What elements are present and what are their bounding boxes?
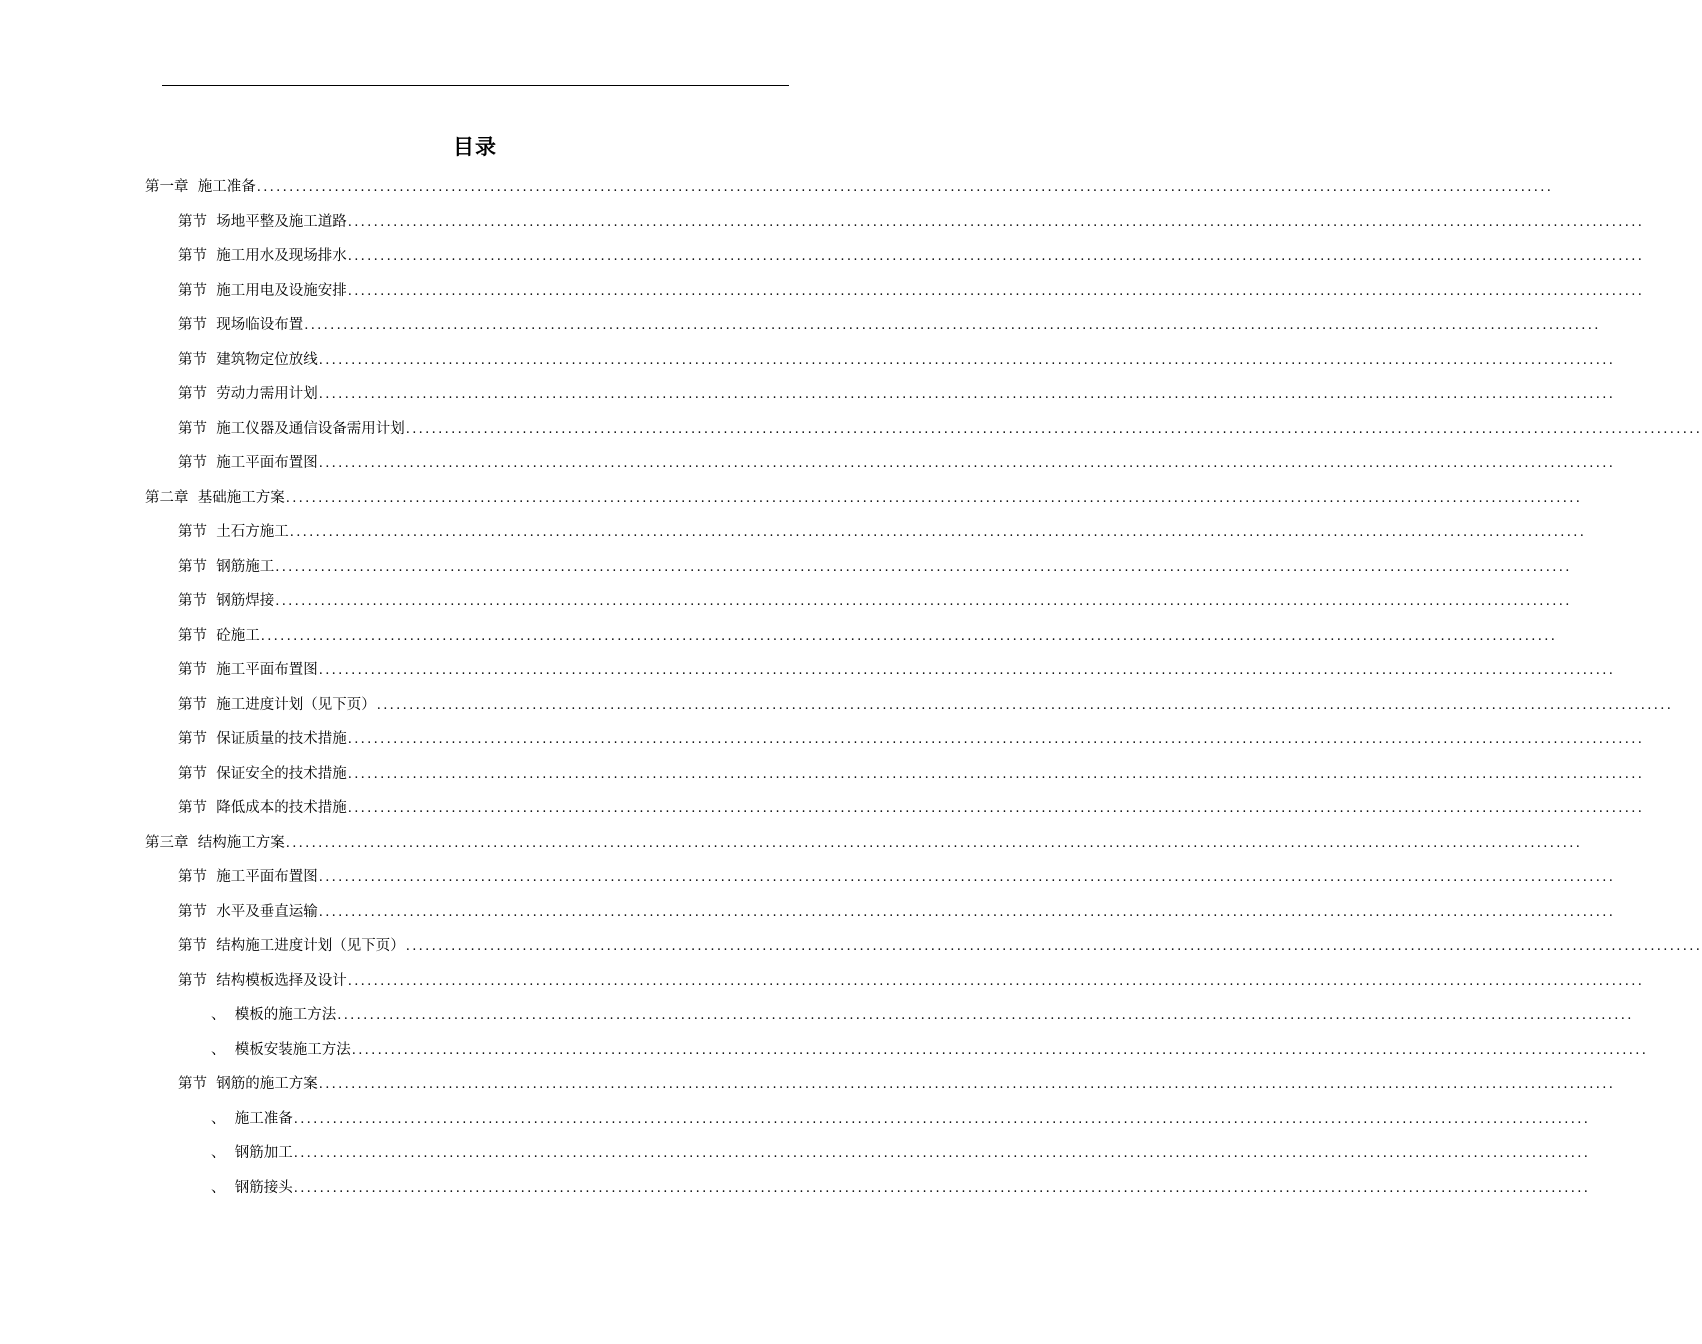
- dot-leader: ........................................................................................................................................................................................................: [347, 801, 1645, 816]
- toc-entry-number: 第节: [178, 524, 217, 540]
- dot-leader: ........................................................................................................................................................................................................: [289, 525, 1587, 540]
- toc-entry-number: 第节: [178, 800, 217, 816]
- toc-entry-title: 结构施工方案: [197, 834, 285, 851]
- toc-entry[interactable]: [0, 998, 1634, 1033]
- toc-entry-number: 第节: [178, 938, 217, 954]
- toc-entry-number: 第节: [178, 351, 217, 368]
- dot-leader: ........................................................................................................................................................................................................: [347, 214, 1645, 230]
- dot-leader: ........................................................................................................................................................................................................: [405, 939, 1702, 954]
- toc-entry-number: 、: [211, 1007, 235, 1023]
- toc-entry-title: 施工进度计划（见下页）: [216, 696, 376, 713]
- toc-entry[interactable]: [0, 619, 1558, 654]
- toc-entry-number: 第节: [178, 1076, 217, 1092]
- toc-entry-title: 劳动力需用计划: [216, 386, 318, 402]
- toc-entry-title: 施工仪器及通信设备需用计划: [216, 420, 405, 437]
- toc-entry-number: 第节: [178, 731, 217, 747]
- dot-leader: ........................................................................................................................................................................................................: [318, 387, 1616, 402]
- dot-leader: ........................................................................................................................................................................................................: [347, 732, 1645, 747]
- toc-entry-title: 模板的施工方法: [234, 1007, 337, 1023]
- toc-entry-title: 保证质量的技术措施: [216, 731, 347, 747]
- toc-entry-title: 施工准备: [197, 179, 256, 195]
- header-rule: [162, 85, 789, 86]
- dot-leader: ........................................................................................................................................................................................................: [347, 973, 1645, 989]
- toc-entry-number: 第节: [178, 558, 217, 575]
- table-of-contents: [0, 170, 1702, 1205]
- toc-entry[interactable]: [0, 1033, 1649, 1068]
- dot-leader: ........................................................................................................................................................................................................: [275, 559, 1572, 575]
- toc-entry[interactable]: [0, 205, 1645, 240]
- dot-leader: ........................................................................................................................................................................................................: [351, 1042, 1649, 1058]
- toc-entry-title: 施工平面布置图: [216, 869, 318, 885]
- toc-entry-title: 降低成本的技术措施: [216, 800, 347, 816]
- toc-title: 目录: [453, 135, 497, 159]
- toc-entry[interactable]: [0, 791, 1645, 826]
- toc-entry[interactable]: [0, 860, 1616, 895]
- toc-entry[interactable]: [0, 895, 1616, 930]
- toc-entry-number: 第节: [178, 386, 217, 402]
- toc-entry-title: 钢筋加工: [234, 1145, 293, 1161]
- toc-entry[interactable]: [0, 1067, 1616, 1102]
- toc-entry[interactable]: [0, 826, 1583, 861]
- toc-entry-title: 施工平面布置图: [216, 455, 318, 471]
- toc-entry-number: 第节: [178, 420, 217, 437]
- toc-entry-title: 土石方施工: [216, 524, 289, 540]
- dot-leader: ........................................................................................................................................................................................................: [256, 180, 1554, 195]
- dot-leader: ........................................................................................................................................................................................................: [347, 283, 1645, 299]
- toc-entry-title: 结构施工进度计划（见下页）: [216, 938, 405, 954]
- toc-entry[interactable]: [0, 550, 1572, 585]
- toc-entry-number: 、: [211, 1041, 235, 1058]
- toc-entry-number: 第节: [178, 765, 217, 782]
- toc-entry-title: 砼施工: [216, 627, 260, 644]
- dot-leader: ........................................................................................................................................................................................................: [405, 421, 1702, 437]
- toc-entry-number: 第节: [178, 972, 217, 989]
- toc-entry-number: 第节: [178, 662, 217, 678]
- toc-entry-number: 第节: [178, 455, 217, 471]
- dot-leader: ........................................................................................................................................................................................................: [318, 352, 1616, 368]
- dot-leader: ........................................................................................................................................................................................................: [275, 594, 1572, 609]
- toc-entry-number: 第三章: [145, 834, 198, 851]
- toc-entry[interactable]: [0, 274, 1645, 309]
- toc-entry[interactable]: [0, 446, 1616, 481]
- toc-entry-title: 施工平面布置图: [216, 662, 318, 678]
- toc-entry[interactable]: [0, 1102, 1591, 1137]
- toc-entry[interactable]: [0, 412, 1702, 447]
- dot-leader: ........................................................................................................................................................................................................: [347, 249, 1645, 264]
- dot-leader: ........................................................................................................................................................................................................: [293, 1111, 1591, 1127]
- toc-entry-number: 第节: [178, 282, 217, 299]
- toc-entry-title: 施工准备: [234, 1110, 293, 1127]
- dot-leader: ........................................................................................................................................................................................................: [293, 1146, 1591, 1161]
- toc-entry[interactable]: [0, 757, 1645, 792]
- toc-entry-title: 钢筋施工: [216, 558, 275, 575]
- toc-entry-title: 模板安装施工方法: [234, 1041, 351, 1058]
- toc-entry-number: 、: [211, 1179, 235, 1196]
- toc-entry[interactable]: [0, 929, 1702, 964]
- toc-entry-title: 钢筋接头: [234, 1179, 293, 1196]
- toc-entry[interactable]: [0, 515, 1587, 550]
- dot-leader: ........................................................................................................................................................................................................: [285, 835, 1583, 851]
- dot-leader: ........................................................................................................................................................................................................: [260, 628, 1558, 644]
- toc-entry[interactable]: [0, 481, 1583, 516]
- toc-entry[interactable]: [0, 308, 1601, 343]
- dot-leader: ........................................................................................................................................................................................................: [337, 1008, 1634, 1023]
- dot-leader: ........................................................................................................................................................................................................: [318, 663, 1616, 678]
- dot-leader: ........................................................................................................................................................................................................: [293, 1180, 1591, 1196]
- dot-leader: ........................................................................................................................................................................................................: [347, 766, 1645, 782]
- dot-leader: ........................................................................................................................................................................................................: [318, 456, 1616, 471]
- toc-entry[interactable]: [0, 584, 1572, 619]
- toc-entry[interactable]: [0, 722, 1645, 757]
- toc-entry-number: 第节: [178, 317, 217, 333]
- toc-entry-number: 第节: [178, 903, 217, 920]
- toc-entry-number: 、: [211, 1145, 235, 1161]
- toc-entry-number: 第节: [178, 869, 217, 885]
- toc-entry-title: 钢筋焊接: [216, 593, 275, 609]
- dot-leader: ........................................................................................................................................................................................................: [285, 490, 1583, 506]
- toc-entry[interactable]: [0, 1136, 1591, 1171]
- toc-entry-title: 结构模板选择及设计: [216, 972, 347, 989]
- toc-entry[interactable]: [0, 377, 1616, 412]
- toc-entry[interactable]: [0, 964, 1645, 999]
- toc-entry[interactable]: [0, 170, 1554, 205]
- toc-entry-number: 第节: [178, 248, 217, 264]
- dot-leader: ........................................................................................................................................................................................................: [318, 904, 1616, 920]
- toc-entry-title: 施工用电及设施安排: [216, 282, 347, 299]
- toc-entry-title: 水平及垂直运输: [216, 903, 318, 920]
- toc-entry-number: 第节: [178, 213, 217, 230]
- toc-entry-title: 场地平整及施工道路: [216, 213, 347, 230]
- toc-entry-title: 钢筋的施工方案: [216, 1076, 318, 1092]
- toc-entry-number: 第二章: [145, 489, 198, 506]
- dot-leader: ........................................................................................................................................................................................................: [318, 1077, 1616, 1092]
- toc-entry-title: 基础施工方案: [197, 489, 285, 506]
- toc-entry-title: 保证安全的技术措施: [216, 765, 347, 782]
- toc-entry[interactable]: [0, 1171, 1591, 1206]
- toc-entry-number: 第节: [178, 593, 217, 609]
- toc-entry-number: 第节: [178, 627, 217, 644]
- toc-entry-number: 第节: [178, 696, 217, 713]
- toc-entry-number: 、: [211, 1110, 235, 1127]
- toc-entry[interactable]: [0, 343, 1616, 378]
- dot-leader: ........................................................................................................................................................................................................: [318, 870, 1616, 885]
- dot-leader: ........................................................................................................................................................................................................: [304, 318, 1601, 333]
- toc-entry[interactable]: [0, 653, 1616, 688]
- toc-entry[interactable]: [0, 688, 1674, 723]
- dot-leader: ........................................................................................................................................................................................................: [376, 697, 1674, 713]
- toc-entry-title: 现场临设布置: [216, 317, 304, 333]
- toc-entry-number: 第一章: [145, 179, 198, 195]
- toc-entry[interactable]: [0, 239, 1645, 274]
- toc-entry-title: 建筑物定位放线: [216, 351, 318, 368]
- toc-entry-title: 施工用水及现场排水: [216, 248, 347, 264]
